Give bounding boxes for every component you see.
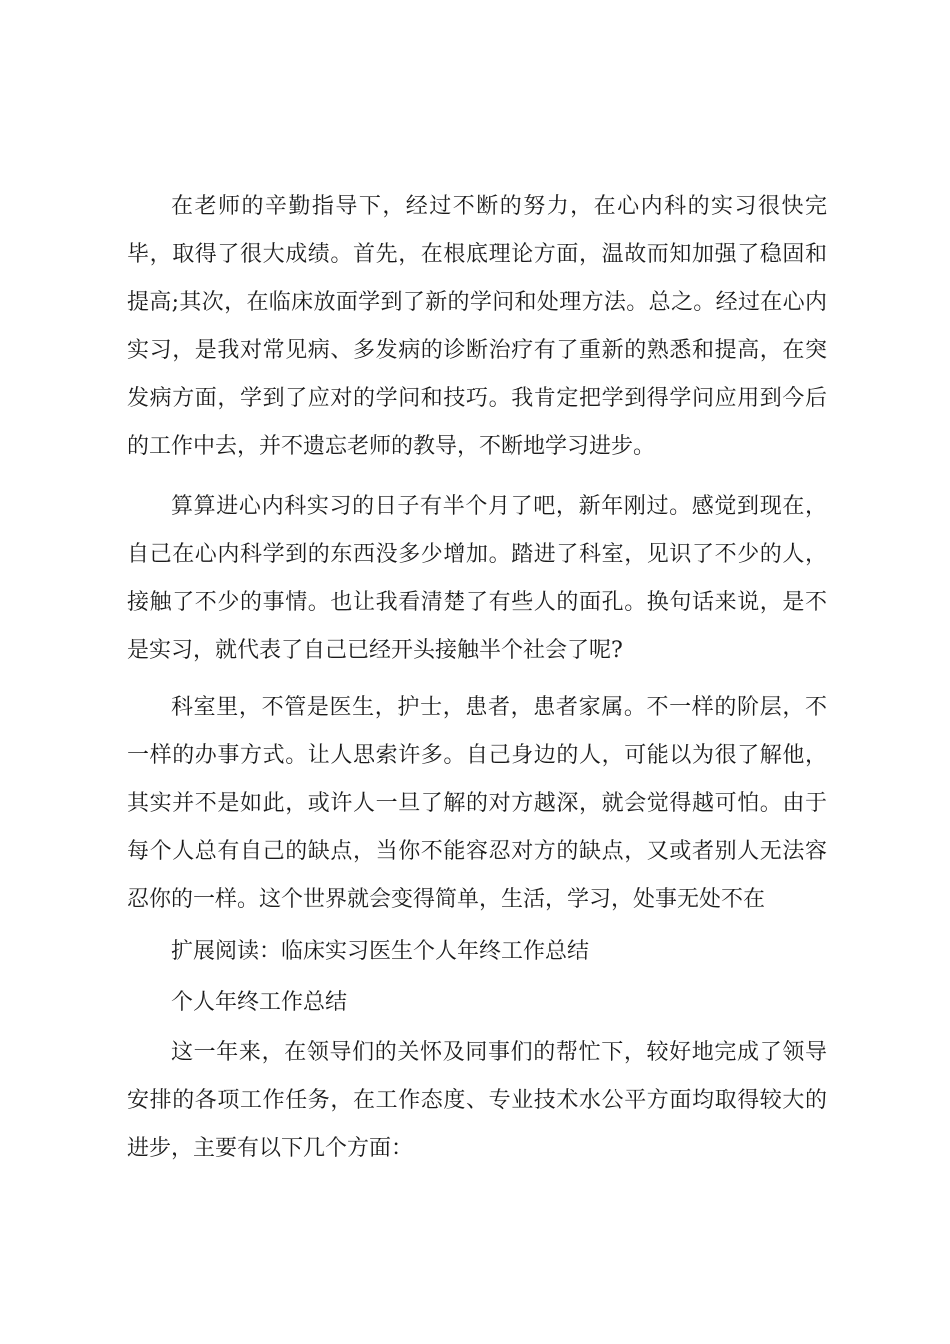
paragraph-line: 是实习，就代表了自己已经开头接触半个社会了呢? xyxy=(127,638,623,663)
paragraph-line: 科室里，不管是医生，护士，患者，患者家属。不一样的阶层，不 xyxy=(171,695,827,720)
paragraph-line: 实习，是我对常见病、多发病的诊断治疗有了重新的熟悉和提高，在突 xyxy=(127,338,827,363)
paragraph-line: 忍你的一样。这个世界就会变得简单，生活，学习，处事无处不在 xyxy=(127,887,766,912)
paragraph-line: 提高;其次，在临床放面学到了新的学问和处理方法。总之。经过在心内 xyxy=(127,290,827,315)
section-title: 个人年终工作总结 xyxy=(171,990,348,1015)
paragraph-line: 发病方面，学到了应对的学问和技巧。我肯定把学到得学问应用到今后 xyxy=(127,386,827,411)
paragraph-line: 的工作中去，并不遗忘老师的教导，不断地学习进步。 xyxy=(127,434,656,459)
paragraph-line: 在老师的辛勤指导下，经过不断的努力，在心内科的实习很快完 xyxy=(171,194,827,219)
paragraph-line: 这一年来，在领导们的关怀及同事们的帮忙下，较好地完成了领导 xyxy=(171,1040,827,1065)
paragraph-line: 每个人总有自己的缺点，当你不能容忍对方的缺点，又或者别人无法容 xyxy=(127,839,827,864)
paragraph-line: 自己在心内科学到的东西没多少增加。踏进了科室，见识了不少的人， xyxy=(127,542,827,567)
paragraph-line: 一样的办事方式。让人思索许多。自己身边的人，可能以为很了解他， xyxy=(127,743,827,768)
paragraph-line: 算算进心内科实习的日子有半个月了吧，新年刚过。感觉到现在， xyxy=(171,494,827,519)
paragraph-line: 其实并不是如此，或许人一旦了解的对方越深，就会觉得越可怕。由于 xyxy=(127,791,827,816)
paragraph-line: 接触了不少的事情。也让我看清楚了有些人的面孔。换句话来说，是不 xyxy=(127,590,827,615)
paragraph-line: 毕，取得了很大成绩。首先，在根底理论方面，温故而知加强了稳固和 xyxy=(127,242,827,267)
paragraph-line: 安排的各项工作任务，在工作态度、专业技术水公平方面均取得较大的 xyxy=(127,1088,827,1113)
paragraph-line: 进步，主要有以下几个方面： xyxy=(127,1136,414,1161)
extended-reading-heading: 扩展阅读：临床实习医生个人年终工作总结 xyxy=(171,939,590,964)
